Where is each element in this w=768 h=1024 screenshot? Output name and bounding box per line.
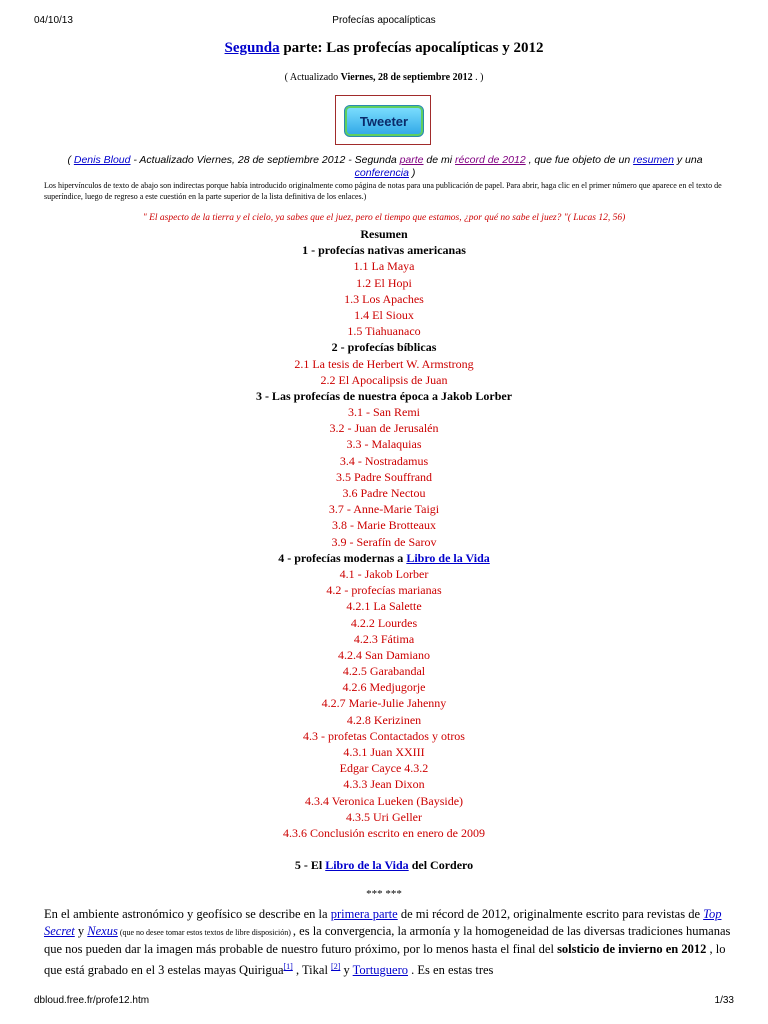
credit-close: ) [408,167,416,179]
tweet-frame [335,95,431,145]
print-header [34,15,734,31]
toc-entry-link[interactable]: 3.6 Padre Nectou [342,486,426,500]
para-small-note: (que no desee tomar estos textos de libre disposición) [117,928,293,937]
toc-entry-link[interactable]: 4.2.3 Fátima [353,631,415,646]
toc-section-1: 1 - profecías nativas americanas [302,243,466,258]
para-text-5: , lo que está grabado en el 3 estelas mayas Quirigua [44,942,726,978]
toc-entry-link[interactable]: 4.3.5 Uri Geller [346,809,422,824]
toc-entry-link[interactable]: 3.5 Padre Souffrand [335,469,433,484]
toc-entry-link[interactable]: 3.4 - Nostradamus [339,453,429,468]
updated-line [0,72,768,83]
toc-section-5 [0,858,768,873]
tortuguero-link[interactable]: Tortuguero [352,963,409,978]
toc-entry-link[interactable]: 4.2.8 Kerizinen [346,712,422,727]
credit-text-4: y una [673,154,703,166]
resumen-link[interactable]: resumen [633,154,674,166]
solstice-bold: solsticio de invierno en 2012 [557,942,707,956]
credit-line [40,154,730,180]
toc-entry-link[interactable]: 4.2.2 Lourdes [350,615,418,630]
updated-date: Viernes, 28 de septiembre 2012 [340,72,476,83]
toc-section-4 [0,550,768,566]
parte-link[interactable]: parte [399,154,424,166]
credit-open: ( [67,154,74,166]
footnote-2-link[interactable]: [2] [331,962,341,971]
conferencia-link[interactable]: conferencia [354,167,409,179]
tweet-button[interactable]: Tweeter [344,105,424,137]
toc-entry-link[interactable]: 3.9 - Serafín de Sarov [331,534,437,549]
toc-entry-link[interactable]: 3.1 - San Remi [348,405,420,420]
print-footer [34,995,734,1011]
footnote-1-link[interactable]: [1] [283,962,293,971]
record-link[interactable]: récord de 2012 [455,154,526,166]
toc-entry-link[interactable]: 2.1 La tesis de Herbert W. Armstrong [294,356,474,371]
toc-entry-link[interactable]: 4.3.1 Juan XXIII [343,745,425,759]
para-text-4: , es la convergencia, la armonía y la homogeneidad de las diversas tradiciones humanas que nos pueden dar la imagen más probable de nuestro futuro próximo, por lo menos hasta el final del [44,924,731,956]
updated-prefix: ( Actualizado [284,72,341,83]
credit-text-2: de mi [423,154,456,166]
toc-section-1-items [0,258,768,339]
toc-entry-link[interactable]: 3.8 - Marie Brotteaux [332,518,436,533]
print-page-number: 1/33 [714,995,734,1006]
libro-vida-link[interactable]: Libro de la Vida [406,550,490,565]
toc-section-2: 2 - profecías bíblicas [331,340,437,355]
toc-entry-link[interactable]: 4.1 - Jakob Lorber [339,566,429,581]
toc-section-2-items [0,356,768,388]
print-title: Profecías apocalípticas [332,15,436,26]
toc-entry-link[interactable]: 3.7 - Anne-Marie Taigi [328,502,440,517]
toc-entry-link[interactable]: 2.2 El Apocalipsis de Juan [320,372,448,387]
bible-quote: " El aspecto de la tierra y el cielo, ya sabes que el juez, pero el tiempo que estamos, ¿por qué no sabe el juez? "( Lucas 12, 56) [142,213,626,223]
libro-vida-cordero-link[interactable]: Libro de la Vida [325,858,409,872]
nexus-link[interactable]: Nexus [87,924,118,938]
toc-section-3-items [0,404,768,550]
primera-parte-link[interactable]: primera parte [330,907,398,921]
toc-section-5-prefix: 5 - El [294,858,326,872]
intro-paragraph [44,906,734,979]
para-text-8: . Es en estas tres [408,963,494,978]
toc-entry-link[interactable]: 1.4 El Sioux [354,307,414,322]
title-text: parte: Las profecías apocalípticas y 2012 [279,40,544,56]
toc-section-3: 3 - Las profecías de nuestra época a Jakob Lorber [255,388,513,403]
credit-text-1: - Actualizado Viernes, 28 de septiembre 2012 - Segunda [130,154,400,166]
toc-entry-link[interactable]: 4.2.1 La Salette [346,599,422,614]
top-secret-link[interactable]: Top Secret [44,907,722,938]
para-text-1: En el ambiente astronómico y geofísico se describe en la [44,907,331,921]
toc-section-5-suffix: del Cordero [408,858,474,872]
toc-heading: Resumen [360,227,408,241]
toc-entry-link[interactable]: 4.3 - profetas Contactados y otros [303,728,465,743]
hyperlink-note: Los hipervínculos de texto de abajo son indirectas porque había introducido originalmente como página de notas para una publicación de papel. Para abrir, haga clic en el primer número que aparece en el texto de superíndice, luego de regreso a este cuestión en la parte superior de la lista definitiva de los enlaces.) [44,181,722,201]
toc-entry-link[interactable]: 4.2.4 San Damiano [338,647,430,662]
toc-entry-link[interactable]: 4.2.7 Marie-Julie Jahenny [321,696,447,711]
toc-entry-link[interactable]: 1.3 Los Apaches [344,291,424,306]
para-text-7: y [340,963,353,978]
print-date: 04/10/13 [34,15,73,26]
toc-entry-link[interactable]: 4.3.4 Veronica Lueken (Bayside) [304,793,464,808]
toc-section-4-items [0,566,768,841]
toc-entry-link[interactable]: 3.2 - Juan de Jerusalén [329,421,439,436]
segunda-link[interactable]: Segunda [224,40,280,56]
para-text-3: y [74,924,88,938]
toc-entry-link[interactable]: 3.3 - Malaquias [346,437,422,452]
para-text-2: de mi récord de 2012, originalmente escrito para revistas de [397,907,704,921]
page-title [0,40,768,57]
print-url: dbloud.free.fr/profe12.htm [34,995,150,1006]
credit-text-3: , que fue objeto de un [525,154,634,166]
toc-entry-link[interactable]: 4.3.3 Jean Dixon [343,777,425,792]
toc-entry-link[interactable]: 4.2.5 Garabandal [342,664,426,679]
toc-entry-link[interactable]: 1.2 El Hopi [356,275,412,290]
table-of-contents [0,226,768,841]
toc-entry-link[interactable]: 1.5 Tiahuanaco [347,324,421,339]
toc-section-4-text: 4 - profecías modernas a [278,550,407,565]
toc-entry-link[interactable]: Edgar Cayce 4.3.2 [339,761,429,776]
updated-suffix: . ) [475,72,484,83]
separator-stars: *** *** [366,888,402,900]
author-link[interactable]: Denis Bloud [73,154,131,166]
para-text-6: , Tikal [292,963,332,978]
toc-entry-link[interactable]: 4.3.6 Conclusión escrito en enero de 2009 [283,825,485,840]
toc-entry-link[interactable]: 4.2.6 Medjugorje [342,680,426,695]
toc-entry-link[interactable]: 4.2 - profecías marianas [326,583,442,598]
toc-entry-link[interactable]: 1.1 La Maya [353,259,415,274]
